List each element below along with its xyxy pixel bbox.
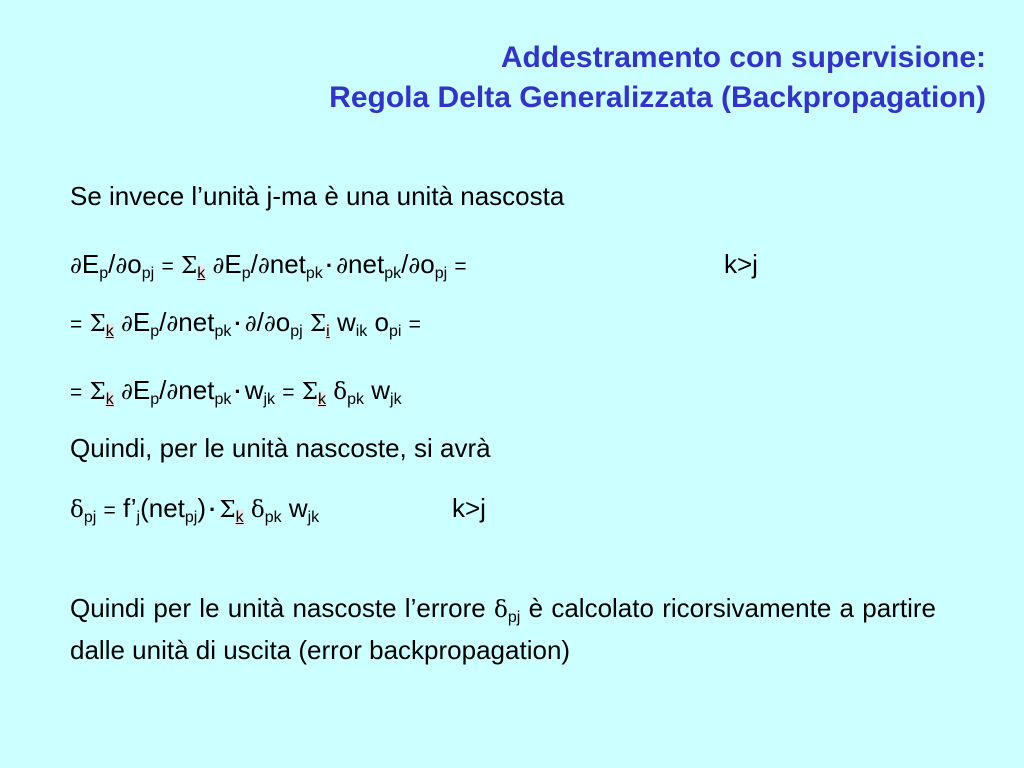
delta-condition: k>j <box>452 493 486 523</box>
intro-text: Se invece l’unità j-ma è una unità nascosta <box>70 181 565 211</box>
slide-title <box>329 38 986 118</box>
equation-condition-1: k>j <box>724 249 758 279</box>
title-line-1: Addestramento con supervisione: <box>500 41 986 74</box>
conclusion-paragraph: Quindi per le unità nascoste l’errore $\delta_{pj}$ è calcolato ricorsivamente a partire dalle unità di uscita (error backpropagation) <box>70 593 936 665</box>
equation-line-1: $\partial E_p/\partial o_{pj} = \Sigma_k$ $\partial E_p/\partial net_{pk} \cdot \partial net_{pk}/\partial o_{pj}$ = <box>70 249 467 282</box>
equation-line-2: = $\Sigma_k$ $\partial E_p/\partial net_{pk} \cdot \partial/\partial o_{pj}$ $\Sigma_i$ $w_{ik}$ $o_{pi}$ = <box>70 307 421 340</box>
title-line-2: Regola Delta Generalizzata (Backpropagation) <box>329 81 986 114</box>
delta-formula: $\delta_{pj}$ = $f’_j(net_{pj}) \cdot \Sigma_k$ $\delta_{pk}$ $w_{jk}$ <box>70 493 320 526</box>
equation-line-3: = $\Sigma_k$ $\partial E_p/\partial net_{pk} \cdot w_{jk} = \Sigma_k$ $\delta_{pk}$ $w_{jk}$ <box>70 375 402 408</box>
summary-text: Quindi, per le unità nascoste, si avrà <box>70 433 491 463</box>
